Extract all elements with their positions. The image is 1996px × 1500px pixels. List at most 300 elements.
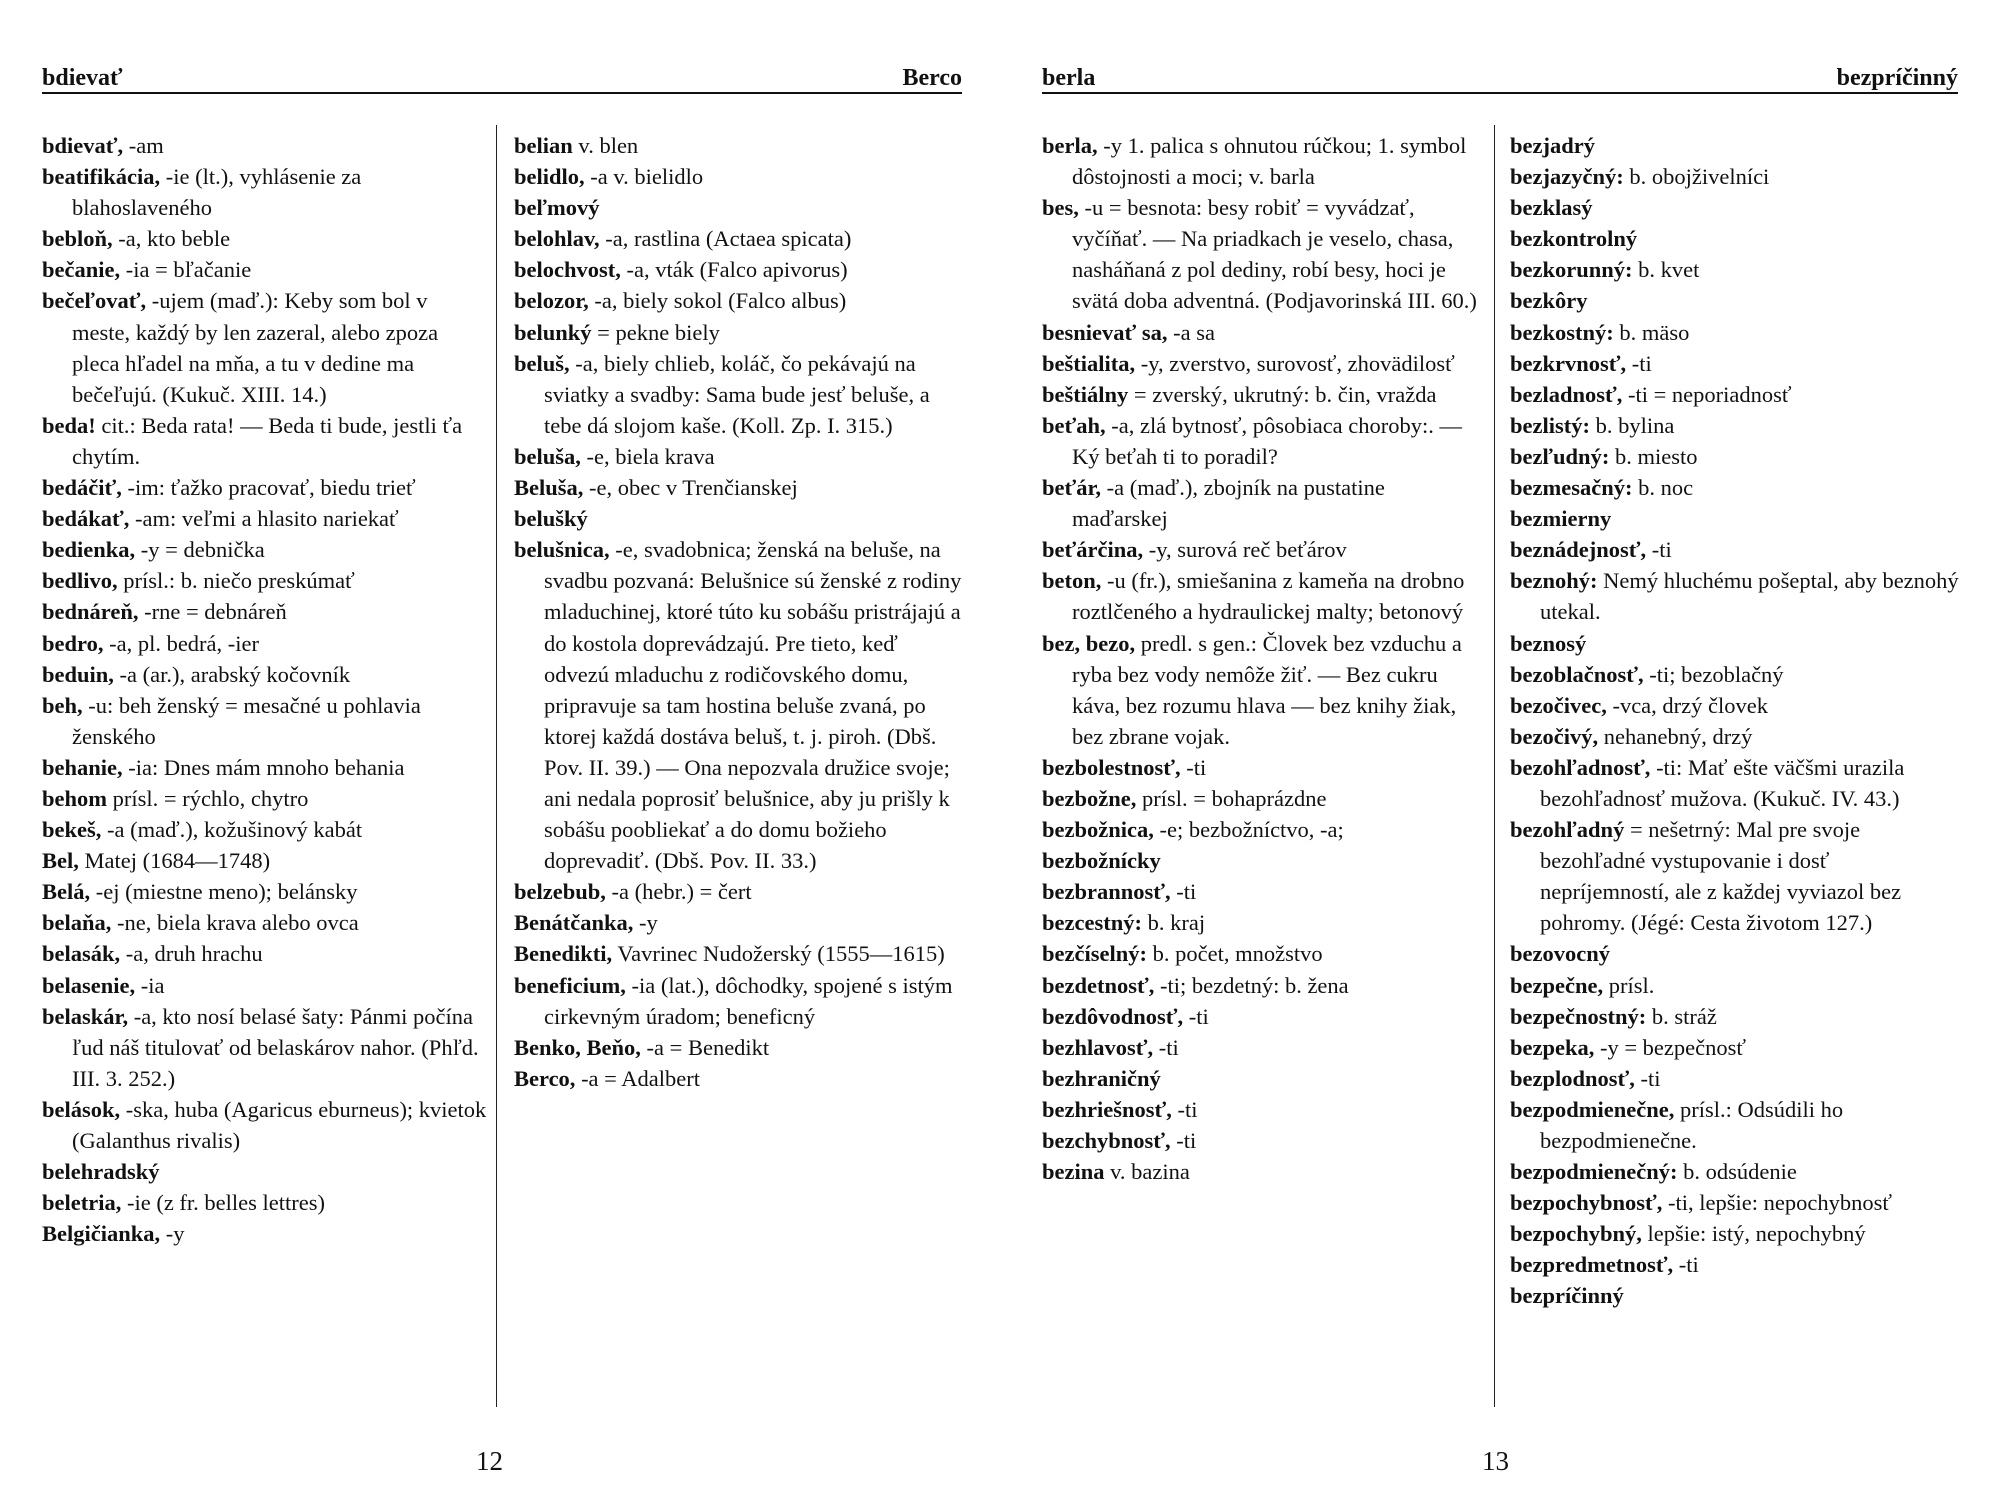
dictionary-entry <box>42 659 487 690</box>
entry-headword: behom <box>42 785 108 811</box>
entry-definition: -ti; bezdetný: b. žena <box>1154 972 1349 998</box>
entry-headword: bezpredmetnosť, <box>1510 1252 1674 1278</box>
entry-definition: Nemý hluchému pošeptal, aby beznohý utekal. <box>1540 568 1959 625</box>
entry-definition: -a = Adalbert <box>575 1065 700 1091</box>
entry-headword: belaňa, <box>42 910 112 936</box>
dictionary-entry <box>42 876 487 907</box>
entry-headword: beštiálny <box>1042 381 1129 407</box>
entry-definition: -a, vták (Falco apivorus) <box>620 257 848 283</box>
dictionary-entry <box>1510 410 1960 441</box>
left-column-2 <box>514 130 962 1094</box>
entry-headword: Beluša, <box>514 475 584 501</box>
entry-definition: -y, zverstvo, surovosť, zhovädilosť <box>1135 350 1455 376</box>
dictionary-entry <box>1510 659 1960 690</box>
entry-headword: bezbožne, <box>1042 785 1137 811</box>
dictionary-entry <box>42 938 487 969</box>
dictionary-entry <box>1510 472 1960 503</box>
entry-definition: b. odsúdenie <box>1677 1159 1797 1185</box>
dictionary-entry <box>42 970 487 1001</box>
entry-definition: -vca, drzý človek <box>1606 692 1768 718</box>
entry-headword: bedáčiť, <box>42 475 122 501</box>
dictionary-entry <box>1042 845 1484 876</box>
entry-headword: bez, bezo, <box>1042 630 1136 656</box>
dictionary-entry <box>1510 628 1960 659</box>
entry-definition: -ia (lat.), dôchodky, spojené s istým cirkevným úradom; beneficný <box>544 972 953 1029</box>
entry-headword: belaskár, <box>42 1003 129 1029</box>
dictionary-entry <box>42 907 487 938</box>
dictionary-entry <box>514 876 962 907</box>
entry-definition: -a = Benedikt <box>640 1034 770 1060</box>
entry-definition: -a (maď.), kožušinový kabát <box>101 817 363 843</box>
entry-headword: beh, <box>42 692 83 718</box>
dictionary-entry <box>1510 1280 1960 1311</box>
entry-headword: bebloň, <box>42 226 113 252</box>
entry-headword: bezkorunný: <box>1510 257 1633 283</box>
dictionary-entry <box>1510 317 1960 348</box>
entry-definition: predl. s gen.: Človek bez vzduchu a ryba bez vody nemôže žiť. — Bez cukru káva, bez rozumu hlava — bez knihy žiak, bez zbrane vojak. <box>1072 630 1462 749</box>
dictionary-entry <box>1510 814 1960 938</box>
entry-headword: bezkontrolný <box>1510 226 1638 252</box>
dictionary-entry <box>42 1156 487 1187</box>
entry-headword: belian <box>514 133 573 158</box>
entry-definition: -ti <box>1170 879 1197 905</box>
entry-headword: Belgičianka, <box>42 1221 161 1247</box>
dictionary-entry <box>514 192 962 223</box>
entry-definition: -ti <box>1180 754 1207 780</box>
entry-headword: belások, <box>42 1096 121 1122</box>
entry-definition: -e, biela krava <box>580 443 715 469</box>
entry-headword: Benko, Beňo, <box>514 1034 641 1060</box>
entry-headword: bezhraničný <box>1042 1065 1161 1091</box>
entry-definition: -ti; bezoblačný <box>1643 661 1784 687</box>
entry-definition: -ej (miestne meno); belánsky <box>90 879 358 905</box>
entry-definition: -u = besnota: besy robiť = vyvádzať, vyčíňať. — Na priadkach je veselo, chasa, nasháňaná z pol dediny, robí besy, hoci je svätá doba adventná. (Podjavorinská III. 60.) <box>1072 195 1477 314</box>
entry-headword: bezpochybnosť, <box>1510 1190 1663 1216</box>
dictionary-entry <box>514 1063 962 1094</box>
entry-headword: bezlistý: <box>1510 412 1590 438</box>
entry-definition: -a (maď.), zbojník na pustatine maďarskej <box>1072 475 1385 532</box>
dictionary-entry <box>1042 130 1484 192</box>
dictionary-entry <box>1510 534 1960 565</box>
dictionary-entry <box>1510 1032 1960 1063</box>
entry-headword: belidlo, <box>514 164 585 190</box>
entry-headword: bezoblačnosť, <box>1510 661 1644 687</box>
entry-headword: bezcestný: <box>1042 910 1142 936</box>
dictionary-entry <box>514 348 962 441</box>
dictionary-entry <box>42 628 487 659</box>
dictionary-entry <box>1510 1249 1960 1280</box>
entry-definition: cit.: Beda rata! — Beda ti bude, jestli ťa chytím. <box>72 412 463 469</box>
dictionary-entry <box>514 907 962 938</box>
dictionary-entry <box>514 223 962 254</box>
dictionary-entry <box>1042 783 1484 814</box>
entry-headword: bezkostný: <box>1510 319 1614 345</box>
right-column-2 <box>1510 130 1960 1312</box>
dictionary-entry <box>514 130 962 161</box>
entry-headword: beton, <box>1042 568 1102 594</box>
dictionary-entry <box>42 1094 487 1156</box>
entry-definition: -y = bezpečnosť <box>1594 1034 1746 1060</box>
entry-headword: Bel, <box>42 848 79 874</box>
dictionary-entry <box>42 1218 487 1249</box>
entry-headword: belozor, <box>514 288 589 314</box>
entry-headword: belohlav, <box>514 226 600 252</box>
entry-definition: prísl. = rýchlo, chytro <box>107 785 309 811</box>
entry-definition: b. kraj <box>1141 910 1206 936</box>
entry-definition: -u (fr.), smiešanina z kameňa na drobno roztlčeného a hydraulickej malty; betonový <box>1072 568 1465 625</box>
dictionary-entry <box>1042 410 1484 472</box>
dictionary-entry <box>1510 721 1960 752</box>
entry-definition: Matej (1684—1748) <box>78 848 271 874</box>
dictionary-entry <box>1042 379 1484 410</box>
header-last-entry: bezpríčinný <box>1836 65 1958 91</box>
entry-definition: -ti: Mať ešte väčšmi urazila bezohľadnosť mužova. (Kukuč. IV. 43.) <box>1540 754 1905 811</box>
entry-headword: beťárčina, <box>1042 537 1144 563</box>
dictionary-entry <box>1510 565 1960 627</box>
entry-definition: -ti <box>1171 1096 1198 1122</box>
entry-definition: -ti <box>1153 1034 1179 1060</box>
entry-headword: belochvost, <box>514 257 621 283</box>
entry-headword: beatifikácia, <box>42 164 161 190</box>
dictionary-entry <box>42 534 487 565</box>
dictionary-entry <box>42 130 487 161</box>
dictionary-entry <box>514 938 962 969</box>
entry-definition: -a sa <box>1167 319 1215 345</box>
entry-definition: v. blen <box>572 133 639 158</box>
dictionary-entry <box>514 254 962 285</box>
dictionary-entry <box>1510 1187 1960 1218</box>
dictionary-entry <box>514 503 962 534</box>
header-first-entry: bdievať <box>42 65 123 91</box>
entry-headword: bezdetnosť, <box>1042 972 1155 998</box>
entry-headword: beznosý <box>1510 630 1587 656</box>
left-column-1 <box>42 130 487 1249</box>
entry-headword: Belá, <box>42 879 91 905</box>
entry-headword: behanie, <box>42 754 123 780</box>
page-number: 13 <box>1482 1446 1509 1476</box>
entry-headword: bedienka, <box>42 537 136 563</box>
entry-definition: -a, druh hrachu <box>120 941 263 967</box>
entry-definition: b. obojživelníci <box>1623 164 1770 190</box>
entry-definition: b. noc <box>1632 475 1694 501</box>
entry-headword: bezdôvodnosť, <box>1042 1003 1184 1029</box>
entry-headword: beznádejnosť, <box>1510 537 1647 563</box>
dictionary-entry <box>1510 1156 1960 1187</box>
entry-definition: -ti, lepšie: nepochybnosť <box>1662 1190 1892 1216</box>
dictionary-entry <box>1042 970 1484 1001</box>
entry-headword: bezjazyčný: <box>1510 164 1624 190</box>
entry-definition: -ti = neporiadnosť <box>1622 381 1792 407</box>
dictionary-entry <box>1510 690 1960 721</box>
entry-headword: bezčíselný: <box>1042 941 1147 967</box>
dictionary-entry <box>42 161 487 223</box>
dictionary-entry <box>42 1187 487 1218</box>
entry-definition: -a v. bielidlo <box>584 164 704 190</box>
entry-definition: -ie (z fr. belles lettres) <box>121 1190 325 1216</box>
dictionary-entry <box>1510 379 1960 410</box>
entry-headword: bezladnosť, <box>1510 381 1623 407</box>
entry-headword: bezbolestnosť, <box>1042 754 1181 780</box>
entry-definition: -am: veľmi a hlasito nariekať <box>129 506 399 532</box>
entry-headword: bezohľadný <box>1510 817 1625 843</box>
dictionary-entry <box>1042 317 1484 348</box>
entry-headword: bezočivý, <box>1510 723 1599 749</box>
entry-definition: -ti <box>1634 1065 1661 1091</box>
entry-headword: belehradský <box>42 1159 160 1185</box>
page-number: 12 <box>476 1446 503 1476</box>
entry-headword: beznohý: <box>1510 568 1598 594</box>
entry-headword: bezovocný <box>1510 941 1610 967</box>
entry-headword: bezmierny <box>1510 506 1612 532</box>
dictionary-entry <box>1042 938 1484 969</box>
entry-headword: belasenie, <box>42 972 136 998</box>
dictionary-entry <box>1510 441 1960 472</box>
entry-definition: = pekne biely <box>591 319 720 345</box>
right-column-1 <box>1042 130 1484 1187</box>
entry-definition: b. bylina <box>1589 412 1675 438</box>
entry-definition: -ne, biela krava alebo ovca <box>111 910 359 936</box>
dictionary-entry <box>42 596 487 627</box>
entry-definition: -a, pl. bedrá, -ier <box>103 630 260 656</box>
entry-headword: bekeš, <box>42 817 102 843</box>
dictionary-entry <box>514 285 962 316</box>
dictionary-entry <box>1042 1063 1484 1094</box>
dictionary-entry <box>514 317 962 348</box>
entry-definition: -y <box>160 1221 185 1247</box>
dictionary-entry <box>1042 628 1484 752</box>
entry-headword: beluša, <box>514 443 581 469</box>
entry-headword: bezklasý <box>1510 195 1593 221</box>
dictionary-entry <box>1042 752 1484 783</box>
entry-headword: bezkôry <box>1510 288 1588 314</box>
entry-definition: Vavrinec Nudožerský (1555—1615) <box>612 941 945 967</box>
entry-headword: bezohľadnosť, <box>1510 754 1651 780</box>
dictionary-entry <box>1042 348 1484 379</box>
entry-headword: belušnica, <box>514 537 610 563</box>
dictionary-entry <box>1042 876 1484 907</box>
dictionary-entry <box>1510 130 1960 161</box>
entry-definition: -ia <box>135 972 165 998</box>
header-last-entry: Berco <box>902 65 962 91</box>
entry-headword: beluš, <box>514 350 570 376</box>
dictionary-entry <box>42 690 487 752</box>
entry-definition: -e, obec v Trenčianskej <box>583 475 798 501</box>
dictionary-entry <box>1042 534 1484 565</box>
dictionary-entry <box>42 752 487 783</box>
entry-headword: bezľudný: <box>1510 443 1610 469</box>
entry-headword: berla, <box>1042 133 1098 158</box>
entry-headword: beduin, <box>42 661 114 687</box>
entry-definition: -a, zlá bytnosť, pôsobiaca choroby:. — Ký beťah ti to poradil? <box>1072 412 1463 469</box>
entry-headword: bezkrvnosť, <box>1510 350 1627 376</box>
entry-definition: b. kvet <box>1632 257 1700 283</box>
entry-definition: b. stráž <box>1646 1003 1717 1029</box>
entry-definition: -y, surová reč beťárov <box>1143 537 1347 563</box>
entry-definition: -a, kto beble <box>112 226 231 252</box>
entry-definition: -rne = debnáreň <box>138 599 287 625</box>
dictionary-entry <box>1510 1094 1960 1156</box>
entry-headword: bezplodnosť, <box>1510 1065 1635 1091</box>
entry-definition: b. miesto <box>1609 443 1698 469</box>
entry-headword: bezpodmienečne, <box>1510 1096 1675 1122</box>
entry-definition: -e; bezbožníctvo, -a; <box>1153 817 1344 843</box>
entry-headword: belunký <box>514 319 592 345</box>
dictionary-entry <box>42 254 487 285</box>
entry-headword: bečeľovať, <box>42 288 147 314</box>
dictionary-entry <box>514 472 962 503</box>
dictionary-entry <box>1042 1125 1484 1156</box>
entry-definition: -a, biely sokol (Falco albus) <box>588 288 847 314</box>
entry-headword: beštialita, <box>1042 350 1136 376</box>
entry-definition: -ti <box>1170 1128 1197 1153</box>
entry-headword: beťah, <box>1042 412 1106 438</box>
entry-headword: bezpečnostný: <box>1510 1003 1647 1029</box>
entry-definition: -ti <box>1673 1252 1699 1278</box>
entry-headword: bezpeka, <box>1510 1034 1595 1060</box>
running-header <box>1042 58 1958 94</box>
dictionary-entry <box>514 161 962 192</box>
entry-definition: b. mäso <box>1613 319 1690 345</box>
entry-definition: prísl. <box>1603 972 1655 998</box>
dictionary-entry <box>1042 907 1484 938</box>
entry-headword: bezjadrý <box>1510 133 1595 158</box>
dictionary-entry <box>1510 348 1960 379</box>
entry-headword: bezina <box>1042 1159 1105 1185</box>
entry-headword: bezpečne, <box>1510 972 1604 998</box>
dictionary-entry <box>1510 752 1960 814</box>
entry-definition: -y = debnička <box>135 537 265 563</box>
entry-definition: -ia = bľačanie <box>120 257 252 283</box>
entry-headword: bedákať, <box>42 506 130 532</box>
entry-definition: prísl. = bohaprázdne <box>1136 785 1327 811</box>
entry-definition: -a (ar.), arabský kočovník <box>113 661 351 687</box>
right-page <box>998 0 1996 1500</box>
entry-headword: bedro, <box>42 630 104 656</box>
entry-headword: beľmový <box>514 195 600 221</box>
dictionary-entry <box>1510 192 1960 223</box>
entry-headword: belušký <box>514 506 588 532</box>
entry-definition: -am <box>123 133 164 158</box>
dictionary-entry <box>1042 1001 1484 1032</box>
entry-definition: nehanebný, drzý <box>1598 723 1753 749</box>
dictionary-entry <box>1510 1218 1960 1249</box>
column-divider <box>496 125 497 1407</box>
dictionary-entry <box>1510 503 1960 534</box>
entry-headword: bezchybnosť, <box>1042 1128 1171 1153</box>
dictionary-entry <box>1042 565 1484 627</box>
entry-definition: -ti <box>1183 1003 1209 1029</box>
dictionary-entry <box>514 441 962 472</box>
dictionary-entry <box>42 565 487 596</box>
entry-headword: bečanie, <box>42 257 121 283</box>
entry-headword: bes, <box>1042 195 1079 221</box>
entry-definition: prísl.: Odsúdili ho bezpodmienečne. <box>1540 1096 1844 1153</box>
entry-headword: beda! <box>42 412 96 438</box>
entry-headword: bezhriešnosť, <box>1042 1096 1172 1122</box>
dictionary-entry <box>514 1032 962 1063</box>
entry-headword: bezbrannosť, <box>1042 879 1171 905</box>
dictionary-entry <box>1510 285 1960 316</box>
header-first-entry: berla <box>1042 65 1096 91</box>
entry-headword: bezpríčinný <box>1510 1283 1624 1309</box>
dictionary-entry <box>514 970 962 1032</box>
dictionary-entry <box>42 814 487 845</box>
entry-headword: bezočivec, <box>1510 692 1607 718</box>
entry-definition: -y <box>633 910 658 936</box>
entry-headword: belasák, <box>42 941 121 967</box>
entry-headword: Berco, <box>514 1065 576 1091</box>
entry-headword: bezpodmienečný: <box>1510 1159 1678 1185</box>
entry-headword: belzebub, <box>514 879 606 905</box>
dictionary-entry <box>1510 1063 1960 1094</box>
entry-headword: bednáreň, <box>42 599 139 625</box>
dictionary-entry <box>1510 1001 1960 1032</box>
entry-definition: -a, biely chlieb, koláč, čo pekávajú na sviatky a svadby: Sama bude jesť beluše, a tebe dá slojom kaše. (Koll. Zp. I. 315.) <box>544 350 930 438</box>
entry-definition: -im: ťažko pracovať, biedu trieť <box>121 475 416 501</box>
entry-headword: Benátčanka, <box>514 910 634 936</box>
column-divider <box>1494 125 1495 1407</box>
entry-definition: -ti <box>1626 350 1652 376</box>
entry-headword: bdievať, <box>42 133 124 158</box>
entry-headword: bezbožnica, <box>1042 817 1154 843</box>
entry-headword: bezpochybný, <box>1510 1221 1642 1247</box>
dictionary-entry <box>42 845 487 876</box>
dictionary-entry <box>514 534 962 876</box>
entry-definition: -y 1. palica s ohnutou rúčkou; 1. symbol dôstojnosti a moci; v. barla <box>1072 133 1467 190</box>
dictionary-entry <box>42 285 487 409</box>
dictionary-entry <box>42 1001 487 1094</box>
entry-definition: -ska, huba (Agaricus eburneus); kvietok (Galanthus rivalis) <box>72 1096 487 1153</box>
entry-definition: lepšie: istý, nepochybný <box>1641 1221 1866 1247</box>
entry-definition: -ie (lt.), vyhlásenie za blahoslaveného <box>72 164 362 221</box>
dictionary-entry <box>42 503 487 534</box>
dictionary-entry <box>1510 223 1960 254</box>
running-header <box>42 58 962 94</box>
entry-headword: beneficium, <box>514 972 626 998</box>
dictionary-entry <box>42 410 487 472</box>
dictionary-entry <box>1042 1094 1484 1125</box>
dictionary-entry <box>1042 1032 1484 1063</box>
entry-definition: b. počet, množstvo <box>1146 941 1323 967</box>
dictionary-entry <box>1510 254 1960 285</box>
entry-definition: = zverský, ukrutný: b. čin, vražda <box>1128 381 1437 407</box>
dictionary-entry <box>1042 814 1484 845</box>
entry-definition: -ia: Dnes mám mnoho behania <box>122 754 405 780</box>
entry-headword: bedlivo, <box>42 568 118 594</box>
entry-definition: -u: beh ženský = mesačné u pohlavia ženského <box>72 692 421 749</box>
entry-definition: -ujem (maď.): Keby som bol v meste, každý by len zazeral, alebo zpoza pleca hľadel na mňa, a tu v dedine ma bečeľujú. (Kukuč. XIII. 14.) <box>72 288 439 407</box>
entry-headword: bezbožnícky <box>1042 848 1161 874</box>
entry-headword: beletria, <box>42 1190 122 1216</box>
entry-headword: beťár, <box>1042 475 1102 501</box>
dictionary-entry <box>1042 1156 1484 1187</box>
dictionary-entry <box>1042 192 1484 316</box>
dictionary-entry <box>42 783 487 814</box>
entry-headword: besnievať sa, <box>1042 319 1168 345</box>
dictionary-entry <box>1510 938 1960 969</box>
entry-headword: Benedikti, <box>514 941 613 967</box>
dictionary-entry <box>1510 970 1960 1001</box>
entry-headword: bezmesačný: <box>1510 475 1633 501</box>
entry-definition: -ti <box>1646 537 1672 563</box>
dictionary-entry <box>42 223 487 254</box>
entry-definition: -a (hebr.) = čert <box>605 879 752 905</box>
entry-definition: v. bazina <box>1104 1159 1190 1185</box>
entry-definition: -e, svadobnica; ženská na beluše, na svadbu pozvaná: Belušnice sú ženské z rodiny mladuchinej, ktoré túto ku sobášu pristrájajú a do kostola doprevádzajú. Pre tieto, keď odvezú mladuchu z rodičovského domu, pripravuje sa tam hostina beluše zvaná, po ktorej každá dostáva beluš, t. j. piroh. (Dbš. Pov. II. 39.) — Ona nepozvala družice svoje; ani nedala poprosiť belušnice, aby ju prišly k sobášu poobliekať a do domu božieho doprevadiť. (Dbš. Pov. II. 33.) <box>544 537 962 874</box>
entry-definition: -a, kto nosí belasé šaty: Pánmi počína ľud náš titulovať od belaskárov nahor. (Phľd. III. 3. 252.) <box>72 1003 479 1091</box>
dictionary-entry <box>1042 472 1484 534</box>
entry-definition: = nešetrný: Mal pre svoje bezohľadné vystupovanie i dosť nepríjemností, ale z každej vyviazol bez pohromy. (Jégé: Cesta životom 127.) <box>1540 817 1902 936</box>
